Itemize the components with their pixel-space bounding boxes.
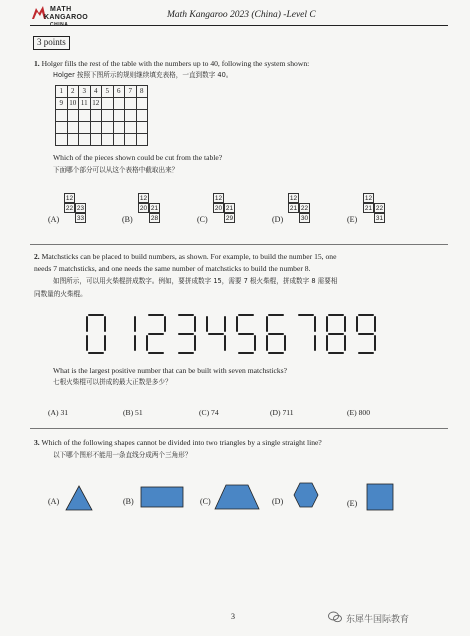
matchstick bbox=[86, 316, 88, 332]
matchstick bbox=[206, 316, 208, 332]
matchstick bbox=[344, 335, 346, 351]
table-cell bbox=[90, 134, 102, 146]
table-row bbox=[56, 98, 148, 110]
table-cell: 3 bbox=[79, 86, 91, 98]
q1-question-en: Which of the pieces shown could be cut from the table? bbox=[53, 153, 223, 162]
q2-number: 2. bbox=[34, 252, 40, 261]
matchstick bbox=[238, 314, 254, 316]
piece-cell: 21 bbox=[289, 205, 298, 212]
matchstick bbox=[266, 316, 268, 332]
table-cell bbox=[79, 134, 91, 146]
table-cell bbox=[56, 110, 68, 122]
table-cell bbox=[56, 134, 68, 146]
matchstick-digit-9 bbox=[354, 314, 378, 354]
table-cell bbox=[90, 122, 102, 134]
q1-prompt: Holger fills the rest of the table with the numbers up to 40, following the system shown: bbox=[41, 59, 310, 68]
page-title: Math Kangaroo 2023 (China) -Level C bbox=[167, 10, 316, 20]
matchstick bbox=[86, 335, 88, 351]
table-cell bbox=[136, 134, 148, 146]
matchstick bbox=[266, 335, 268, 351]
piece-cell: 12 bbox=[139, 195, 148, 202]
matchstick bbox=[326, 335, 328, 351]
matchstick bbox=[314, 316, 316, 332]
table-cell bbox=[67, 134, 79, 146]
matchstick-digit-1 bbox=[114, 314, 138, 354]
q2-text-en-1 bbox=[34, 252, 336, 262]
table-cell bbox=[90, 110, 102, 122]
matchstick bbox=[88, 352, 104, 354]
square-shape bbox=[366, 483, 394, 511]
q1-option-label-b[interactable]: (B) bbox=[122, 215, 133, 224]
matchstick bbox=[194, 316, 196, 332]
piece-cell: 29 bbox=[225, 215, 234, 222]
matchstick bbox=[148, 352, 164, 354]
matchstick bbox=[134, 335, 136, 351]
piece-cell: 31 bbox=[375, 215, 384, 222]
matchstick bbox=[254, 335, 256, 351]
logo-text-math: MATH bbox=[50, 6, 72, 13]
table-cell: 11 bbox=[79, 98, 91, 110]
matchstick-digit-6 bbox=[264, 314, 288, 354]
table-cell bbox=[125, 98, 137, 110]
q2-question-en: What is the largest positive number that can be built with seven matchsticks? bbox=[53, 366, 287, 375]
table-cell bbox=[125, 122, 137, 134]
matchstick bbox=[268, 314, 284, 316]
logo-text-kangaroo: KANGAROO bbox=[44, 14, 89, 21]
matchstick bbox=[148, 314, 164, 316]
q2-text-zh-1: 如图所示，可以用火柴棍拼成数字。例如，要拼成数字 15，需要 7 根火柴棍，拼成数字 8 需要相 bbox=[53, 277, 338, 285]
piece-cell: 21 bbox=[150, 205, 159, 212]
q2-answer-c[interactable]: (C) 74 bbox=[199, 408, 219, 417]
table-cell: 8 bbox=[136, 86, 148, 98]
piece-cell: 21 bbox=[364, 205, 373, 212]
table-cell bbox=[102, 98, 114, 110]
matchstick bbox=[314, 335, 316, 351]
q1-option-label-a[interactable]: (A) bbox=[48, 215, 60, 224]
matchstick-digit-0 bbox=[84, 314, 108, 354]
table-cell bbox=[113, 110, 125, 122]
q1-text-en bbox=[34, 59, 309, 69]
matchstick bbox=[374, 316, 376, 332]
matchstick-digits bbox=[84, 314, 384, 358]
q3-label-c[interactable]: (C) bbox=[200, 497, 211, 506]
table-cell: 1 bbox=[56, 86, 68, 98]
q2-text-zh-2: 同数量的火柴棍。 bbox=[34, 290, 87, 298]
piece-cell: 12 bbox=[65, 195, 74, 202]
piece-cell: 30 bbox=[300, 215, 309, 222]
matchstick bbox=[358, 314, 374, 316]
rectangle-shape bbox=[140, 486, 184, 508]
q3-prompt: Which of the following shapes cannot be divided into two triangles by a single straight line? bbox=[41, 438, 322, 447]
math-kangaroo-logo bbox=[30, 4, 94, 34]
wechat-icon bbox=[328, 611, 342, 623]
table-cell bbox=[102, 122, 114, 134]
matchstick bbox=[328, 333, 344, 335]
piece-cell: 23 bbox=[76, 205, 85, 212]
q2-answer-b[interactable]: (B) 51 bbox=[123, 408, 143, 417]
matchstick bbox=[194, 335, 196, 351]
matchstick bbox=[208, 333, 224, 335]
piece-cell: 21 bbox=[225, 205, 234, 212]
matchstick bbox=[344, 316, 346, 332]
piece-cell: 12 bbox=[364, 195, 373, 202]
matchstick bbox=[164, 316, 166, 332]
q3-label-e[interactable]: (E) bbox=[347, 499, 358, 508]
table-cell bbox=[102, 134, 114, 146]
matchstick-digit-5 bbox=[234, 314, 258, 354]
table-cell: 10 bbox=[67, 98, 79, 110]
table-cell bbox=[136, 122, 148, 134]
matchstick bbox=[104, 316, 106, 332]
q2-prompt-1: Matchsticks can be placed to build numbers, as shown. For example, to build the number 15, one bbox=[41, 252, 337, 261]
q3-label-d[interactable]: (D) bbox=[272, 497, 284, 506]
section-divider bbox=[30, 244, 448, 245]
table-cell: 6 bbox=[113, 86, 125, 98]
table-row bbox=[56, 110, 148, 122]
piece-cell: 22 bbox=[300, 205, 309, 212]
matchstick bbox=[104, 335, 106, 351]
matchstick-digit-8 bbox=[324, 314, 348, 354]
piece-cell: 33 bbox=[76, 215, 85, 222]
piece-cell: 22 bbox=[375, 205, 384, 212]
points-badge: 3 points bbox=[33, 36, 70, 50]
matchstick bbox=[148, 333, 164, 335]
matchstick bbox=[236, 316, 238, 332]
table-cell bbox=[56, 122, 68, 134]
table-cell bbox=[102, 110, 114, 122]
matchstick bbox=[358, 352, 374, 354]
matchstick bbox=[374, 335, 376, 351]
matchstick bbox=[268, 352, 284, 354]
matchstick bbox=[224, 316, 226, 332]
table-cell bbox=[67, 110, 79, 122]
piece-cell: 20 bbox=[214, 205, 223, 212]
table-row bbox=[56, 134, 148, 146]
table-cell bbox=[136, 98, 148, 110]
piece-cell: 12 bbox=[214, 195, 223, 202]
table-cell: 9 bbox=[56, 98, 68, 110]
matchstick bbox=[134, 316, 136, 332]
q1-option-label-d[interactable]: (D) bbox=[272, 215, 284, 224]
table-cell bbox=[79, 110, 91, 122]
table-row bbox=[56, 122, 148, 134]
matchstick bbox=[178, 333, 194, 335]
q2-answer-a[interactable]: (A) 31 bbox=[48, 408, 69, 417]
matchstick-digit-2 bbox=[144, 314, 168, 354]
section-divider bbox=[30, 428, 448, 429]
table-cell bbox=[113, 98, 125, 110]
page-number: 3 bbox=[231, 612, 235, 621]
q2-answer-e[interactable]: (E) 800 bbox=[347, 408, 370, 417]
table-cell bbox=[67, 122, 79, 134]
table-row bbox=[56, 86, 148, 98]
q3-text-en bbox=[34, 438, 322, 448]
matchstick bbox=[356, 316, 358, 332]
q3-number: 3. bbox=[34, 438, 40, 447]
watermark-text: 东犀牛国际教育 bbox=[346, 615, 410, 625]
matchstick bbox=[224, 335, 226, 351]
q3-label-a[interactable]: (A) bbox=[48, 497, 60, 506]
number-table bbox=[55, 85, 148, 146]
table-cell: 12 bbox=[90, 98, 102, 110]
hexagon-shape bbox=[292, 481, 320, 509]
matchstick bbox=[88, 314, 104, 316]
table-cell: 7 bbox=[125, 86, 137, 98]
table-cell bbox=[113, 134, 125, 146]
table-cell: 5 bbox=[102, 86, 114, 98]
matchstick-digit-7 bbox=[294, 314, 318, 354]
q1-text-zh: Holger 按照下图所示的规则继续填充表格，一直到数字 40。 bbox=[53, 71, 233, 79]
logo-text-china: CHINA bbox=[50, 22, 69, 28]
matchstick bbox=[284, 335, 286, 351]
trapezoid-shape bbox=[214, 484, 260, 510]
piece-cell: 28 bbox=[150, 215, 159, 222]
matchstick bbox=[328, 352, 344, 354]
matchstick bbox=[298, 314, 314, 316]
table-cell bbox=[79, 122, 91, 134]
q2-question-zh: 七根火柴棍可以拼成的最大正数是多少？ bbox=[53, 378, 172, 386]
matchstick bbox=[238, 352, 254, 354]
matchstick bbox=[146, 335, 148, 351]
table-cell: 2 bbox=[67, 86, 79, 98]
piece-cell: 20 bbox=[139, 205, 148, 212]
piece-cell: 12 bbox=[289, 195, 298, 202]
q1-question-zh: 下面哪个部分可以从这个表格中截取出来？ bbox=[53, 166, 179, 174]
q2-text-en-2: needs 7 matchsticks, and one needs the same number of matchsticks to build the number 8. bbox=[34, 264, 311, 273]
table-cell bbox=[125, 110, 137, 122]
matchstick bbox=[178, 352, 194, 354]
triangle-shape bbox=[64, 484, 94, 512]
q2-answer-d[interactable]: (D) 711 bbox=[270, 408, 294, 417]
matchstick bbox=[326, 316, 328, 332]
matchstick-digit-4 bbox=[204, 314, 228, 354]
matchstick bbox=[238, 333, 254, 335]
matchstick-digit-3 bbox=[174, 314, 198, 354]
table-cell bbox=[136, 110, 148, 122]
q1-number: 1. bbox=[34, 59, 40, 68]
matchstick bbox=[328, 314, 344, 316]
q1-option-label-c[interactable]: (C) bbox=[197, 215, 208, 224]
q1-option-label-e[interactable]: (E) bbox=[347, 215, 358, 224]
q3-text-zh: 以下哪个图形不能用一条直线分成两个三角形？ bbox=[53, 451, 192, 459]
matchstick bbox=[358, 333, 374, 335]
piece-cell: 22 bbox=[65, 205, 74, 212]
matchstick bbox=[268, 333, 284, 335]
table-cell bbox=[125, 134, 137, 146]
q3-label-b[interactable]: (B) bbox=[123, 497, 134, 506]
table-cell bbox=[113, 122, 125, 134]
table-cell: 4 bbox=[90, 86, 102, 98]
matchstick bbox=[178, 314, 194, 316]
